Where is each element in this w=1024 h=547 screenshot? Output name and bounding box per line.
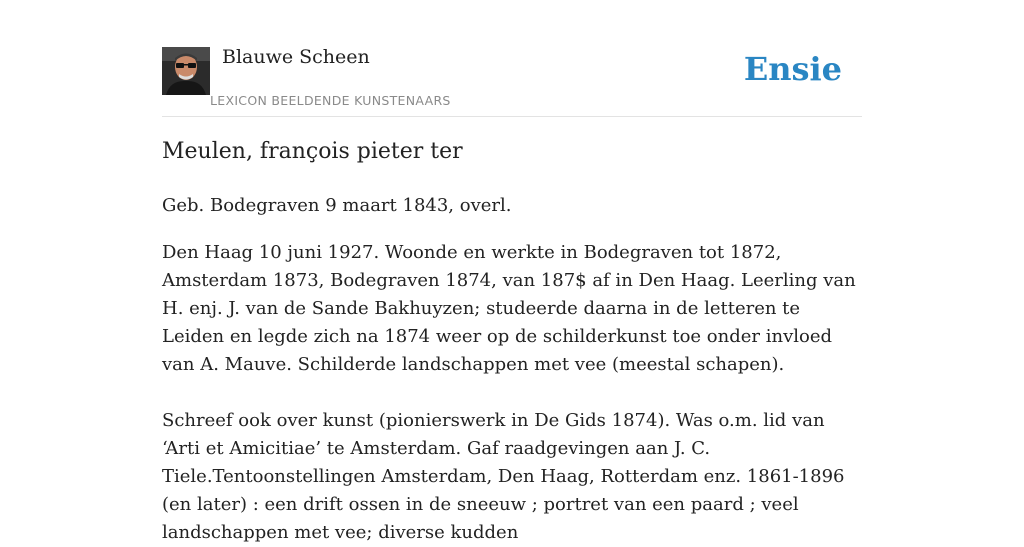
avatar[interactable] [162, 47, 210, 95]
category-label[interactable]: LEXICON BEELDENDE KUNSTENAARS [210, 93, 451, 108]
article-title: Meulen, françois pieter ter [162, 139, 463, 164]
brand-logo[interactable]: Ensie [743, 50, 842, 88]
author-name[interactable]: Blauwe Scheen [222, 46, 370, 68]
article-paragraph: Schreef ook over kunst (pionierswerk in De Gids 1874). Was o.m. lid van ‘Arti et Amicitiae’ te Amsterdam. Gaf raadgevingen aan J. C. Tiele.Tentoonstellingen Amsterdam, Den Haag, Rotterdam enz. 1861-1896 (en later) : een drift ossen in de sneeuw ; portret van een paard ; veel landschappen met vee; diverse kudden [162, 410, 845, 543]
author-portrait-icon [162, 47, 210, 95]
header [162, 0, 862, 117]
article-paragraph: Den Haag 10 juni 1927. Woonde en werkte in Bodegraven tot 1872, Amsterdam 1873, Bodegraven 1874, van 187$ af in Den Haag. Leerling van H. enj. J. van de Sande Bakhuyzen; studeerde daarna in de letteren te Leiden en legde zich na 1874 weer op de schilderkunst toe onder invloed van A. Mauve. Schilderde landschappen met vee (meestal schapen). [162, 242, 856, 375]
article-paragraph: Geb. Bodegraven 9 maart 1843, overl. [162, 195, 512, 216]
